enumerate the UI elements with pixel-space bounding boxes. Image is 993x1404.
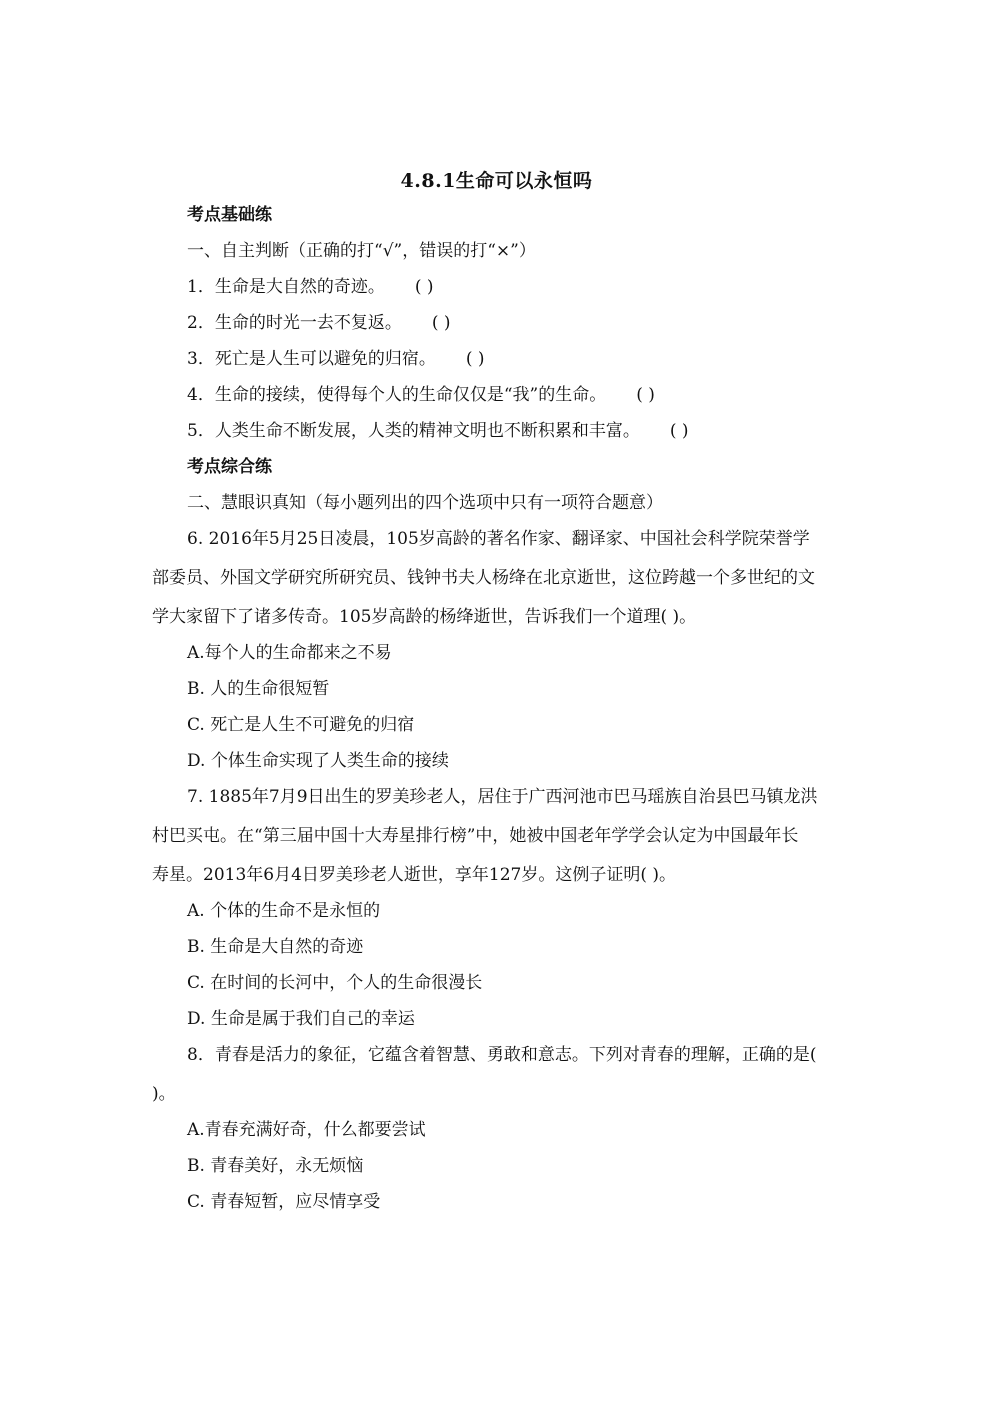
judgement-item-text: 1．生命是大自然的奇迹。 xyxy=(187,277,385,297)
question-6-line-1: 6. 2016年5月25日凌晨，105岁高龄的著名作家、翻译家、中国社会科学院荣誉学 xyxy=(187,529,810,549)
question-7-option-d: D. 生命是属于我们自己的幸运 xyxy=(187,1009,415,1029)
question-8-line-2: )。 xyxy=(152,1084,176,1104)
question-8-option-b: B. 青春美好，永无烦恼 xyxy=(187,1156,364,1176)
question-8-option-c: C. 青春短暂，应尽情享受 xyxy=(187,1192,381,1212)
section-heading-comprehensive: 考点综合练 xyxy=(187,457,272,477)
question-8-line-1: 8．青春是活力的象征，它蕴含着智慧、勇敢和意志。下列对青春的理解，正确的是( xyxy=(187,1045,817,1065)
question-7-option-b: B. 生命是大自然的奇迹 xyxy=(187,937,364,957)
section-heading-basic: 考点基础练 xyxy=(187,205,272,225)
question-7-line-2: 村巴买屯。在“第三届中国十大寿星排行榜”中，她被中国老年学学会认定为中国最年长 xyxy=(152,826,799,846)
judgement-item-4 xyxy=(187,383,655,407)
judgement-item-text: 4．生命的接续，使得每个人的生命仅仅是“我”的生命。 xyxy=(187,385,607,405)
question-6-line-2: 部委员、外国文学研究所研究员、钱钟书夫人杨绛在北京逝世，这位跨越一个多世纪的文 xyxy=(152,568,815,588)
section-instruction-judgement: 一、自主判断（正确的打“√”，错误的打“×”） xyxy=(187,241,536,261)
question-7-option-a: A. 个体的生命不是永恒的 xyxy=(187,901,381,921)
answer-parentheses: ( ) xyxy=(414,277,434,297)
question-6-line-3: 学大家留下了诸多传奇。105岁高龄的杨绛逝世，告诉我们一个道理( )。 xyxy=(152,607,697,627)
answer-parentheses: ( ) xyxy=(636,385,655,405)
answer-parentheses: ( ) xyxy=(669,421,689,441)
question-7-line-3: 寿星。2013年6月4日罗美珍老人逝世，享年127岁。这例子证明( )。 xyxy=(152,865,677,885)
judgement-item-5 xyxy=(187,419,689,443)
question-6-option-c: C. 死亡是人生不可避免的归宿 xyxy=(187,715,415,735)
judgement-item-1 xyxy=(187,275,434,299)
section-instruction-choice: 二、慧眼识真知（每小题列出的四个选项中只有一项符合题意） xyxy=(187,493,663,513)
question-8-option-a: A.青春充满好奇，什么都要尝试 xyxy=(187,1120,426,1140)
question-7-option-c: C. 在时间的长河中，个人的生命很漫长 xyxy=(187,973,483,993)
judgement-item-text: 3．死亡是人生可以避免的归宿。 xyxy=(187,349,436,369)
question-6-option-d: D. 个体生命实现了人类生命的接续 xyxy=(187,751,449,771)
judgement-item-2 xyxy=(187,311,451,335)
page-title: 4.8.1生命可以永恒吗 xyxy=(400,170,593,192)
answer-parentheses: ( ) xyxy=(465,349,485,369)
question-7-line-1: 7. 1885年7月9日出生的罗美珍老人，居住于广西河池市巴马瑶族自治县巴马镇龙洪 xyxy=(187,787,818,807)
question-6-option-a: A.每个人的生命都来之不易 xyxy=(187,643,392,663)
judgement-item-3 xyxy=(187,347,485,371)
judgement-item-text: 2．生命的时光一去不复返。 xyxy=(187,313,402,333)
judgement-item-text: 5．人类生命不断发展，人类的精神文明也不断积累和丰富。 xyxy=(187,421,640,441)
answer-parentheses: ( ) xyxy=(431,313,451,333)
question-6-option-b: B. 人的生命很短暂 xyxy=(187,679,330,699)
